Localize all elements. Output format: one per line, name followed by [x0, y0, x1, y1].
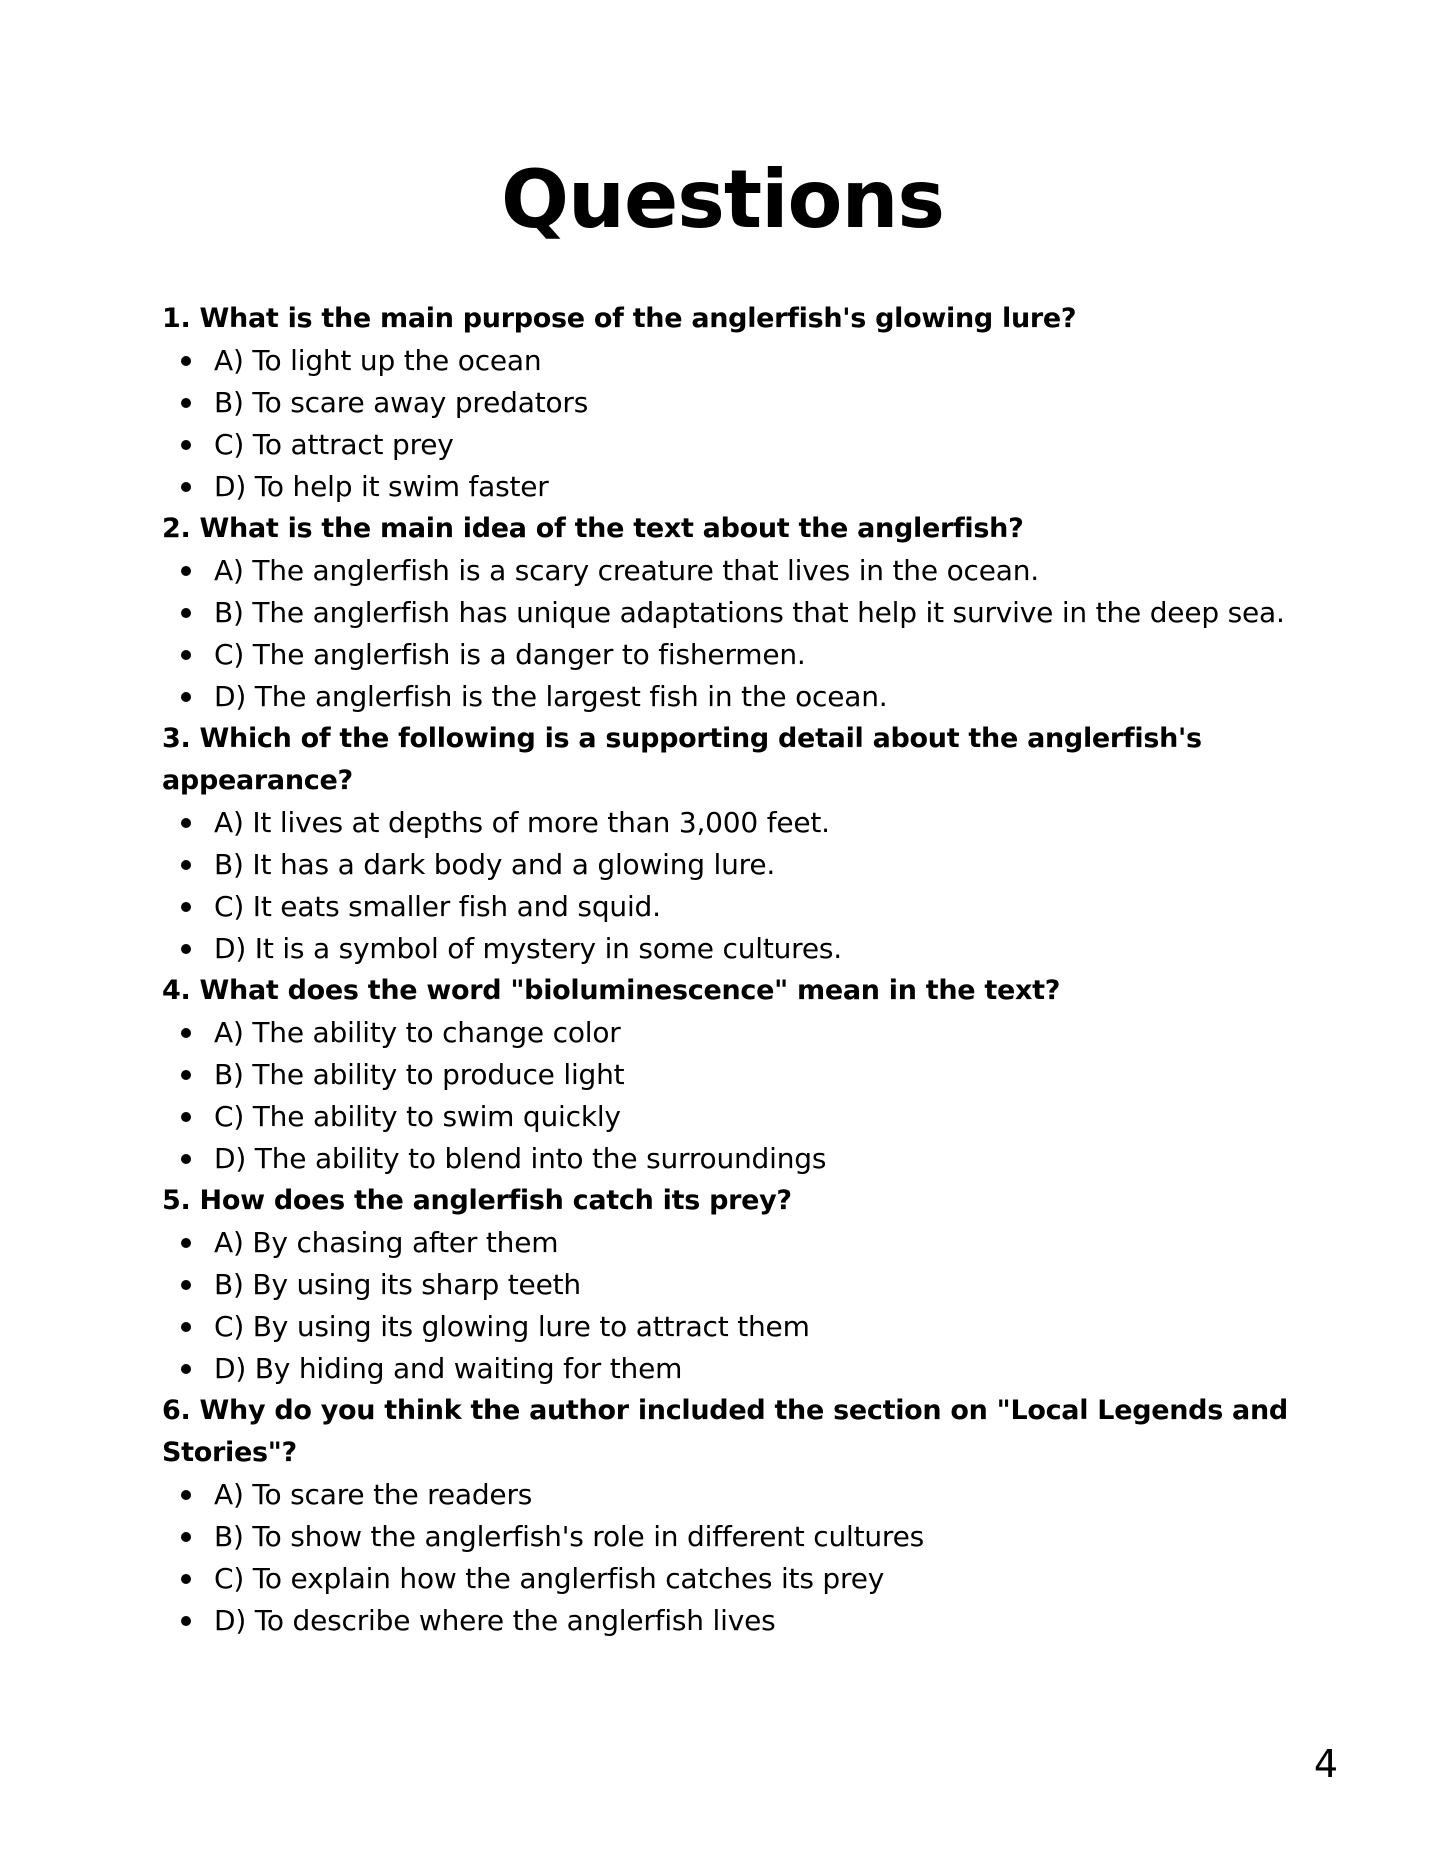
question-item	[162, 1390, 1292, 1642]
bullet-icon	[181, 440, 191, 450]
option-item	[162, 1306, 1292, 1348]
option-text: C) By using its glowing lure to attract them	[214, 1310, 810, 1343]
bullet-icon	[181, 860, 191, 870]
option-text: A) The ability to change color	[214, 1016, 621, 1049]
option-item	[162, 1600, 1292, 1642]
option-text: C) To explain how the anglerfish catches its prey	[214, 1562, 885, 1595]
bullet-icon	[181, 692, 191, 702]
question-text: 2. What is the main idea of the text about the anglerfish?	[162, 513, 1024, 544]
option-text: C) The anglerfish is a danger to fishermen.	[214, 638, 806, 671]
question-item	[162, 970, 1292, 1180]
bullet-icon	[181, 818, 191, 828]
option-item	[162, 592, 1292, 634]
question-text: 6. Why do you think the author included the section on "Local Legends and Stories"?	[162, 1395, 1288, 1468]
question-item	[162, 1180, 1292, 1390]
option-item	[162, 1474, 1292, 1516]
option-list	[162, 1474, 1292, 1642]
option-item	[162, 382, 1292, 424]
question-text: 1. What is the main purpose of the anglerfish's glowing lure?	[162, 303, 1077, 334]
question-text: 4. What does the word "bioluminescence" mean in the text?	[162, 975, 1061, 1006]
question-text: 5. How does the anglerfish catch its prey?	[162, 1185, 792, 1216]
option-item	[162, 1138, 1292, 1180]
question-item	[162, 298, 1292, 508]
option-list	[162, 802, 1292, 970]
bullet-icon	[181, 1154, 191, 1164]
bullet-icon	[181, 1028, 191, 1038]
option-item	[162, 676, 1292, 718]
question-text: 3. Which of the following is a supporting detail about the anglerfish's appearance?	[162, 723, 1202, 796]
option-item	[162, 1096, 1292, 1138]
bullet-icon	[181, 1532, 191, 1542]
option-list	[162, 1012, 1292, 1180]
bullet-icon	[181, 1364, 191, 1374]
option-item	[162, 844, 1292, 886]
option-text: A) To light up the ocean	[214, 344, 542, 377]
option-item	[162, 424, 1292, 466]
option-text: B) To scare away predators	[214, 386, 589, 419]
option-text: B) The anglerfish has unique adaptations that help it survive in the deep sea.	[214, 596, 1285, 629]
bullet-icon	[181, 482, 191, 492]
bullet-icon	[181, 566, 191, 576]
option-item	[162, 886, 1292, 928]
question-item	[162, 508, 1292, 718]
option-text: B) To show the anglerfish's role in different cultures	[214, 1520, 925, 1553]
bullet-icon	[181, 1280, 191, 1290]
option-list	[162, 550, 1292, 718]
page-title: Questions	[500, 153, 945, 246]
bullet-icon	[181, 1070, 191, 1080]
question-item	[162, 718, 1292, 970]
bullet-icon	[181, 1112, 191, 1122]
option-item	[162, 340, 1292, 382]
bullet-icon	[181, 1238, 191, 1248]
option-item	[162, 1012, 1292, 1054]
bullet-icon	[181, 1490, 191, 1500]
bullet-icon	[181, 1574, 191, 1584]
question-list	[162, 298, 1292, 1642]
option-text: D) By hiding and waiting for them	[214, 1352, 683, 1385]
option-text: D) To help it swim faster	[214, 470, 549, 503]
option-text: B) The ability to produce light	[214, 1058, 625, 1091]
option-text: C) To attract prey	[214, 428, 454, 461]
option-text: C) The ability to swim quickly	[214, 1100, 621, 1133]
option-text: A) It lives at depths of more than 3,000 feet.	[214, 806, 830, 839]
bullet-icon	[181, 1616, 191, 1626]
option-item	[162, 1264, 1292, 1306]
option-item	[162, 1516, 1292, 1558]
option-item	[162, 1348, 1292, 1390]
page-number: 4	[1313, 1742, 1338, 1786]
option-text: A) To scare the readers	[214, 1478, 533, 1511]
option-list	[162, 1222, 1292, 1390]
option-text: C) It eats smaller fish and squid.	[214, 890, 661, 923]
option-text: B) By using its sharp teeth	[214, 1268, 581, 1301]
option-list	[162, 340, 1292, 508]
option-text: D) It is a symbol of mystery in some cultures.	[214, 932, 842, 965]
option-item	[162, 802, 1292, 844]
bullet-icon	[181, 944, 191, 954]
option-item	[162, 634, 1292, 676]
bullet-icon	[181, 608, 191, 618]
bullet-icon	[181, 1322, 191, 1332]
option-item	[162, 1222, 1292, 1264]
option-item	[162, 550, 1292, 592]
option-item	[162, 928, 1292, 970]
bullet-icon	[181, 356, 191, 366]
option-text: D) The ability to blend into the surroundings	[214, 1142, 827, 1175]
option-item	[162, 1054, 1292, 1096]
bullet-icon	[181, 650, 191, 660]
option-text: D) To describe where the anglerfish lives	[214, 1604, 776, 1637]
bullet-icon	[181, 902, 191, 912]
option-text: B) It has a dark body and a glowing lure.	[214, 848, 776, 881]
option-text: A) The anglerfish is a scary creature that lives in the ocean.	[214, 554, 1039, 587]
option-text: D) The anglerfish is the largest fish in the ocean.	[214, 680, 888, 713]
option-item	[162, 466, 1292, 508]
option-item	[162, 1558, 1292, 1600]
bullet-icon	[181, 398, 191, 408]
option-text: A) By chasing after them	[214, 1226, 559, 1259]
